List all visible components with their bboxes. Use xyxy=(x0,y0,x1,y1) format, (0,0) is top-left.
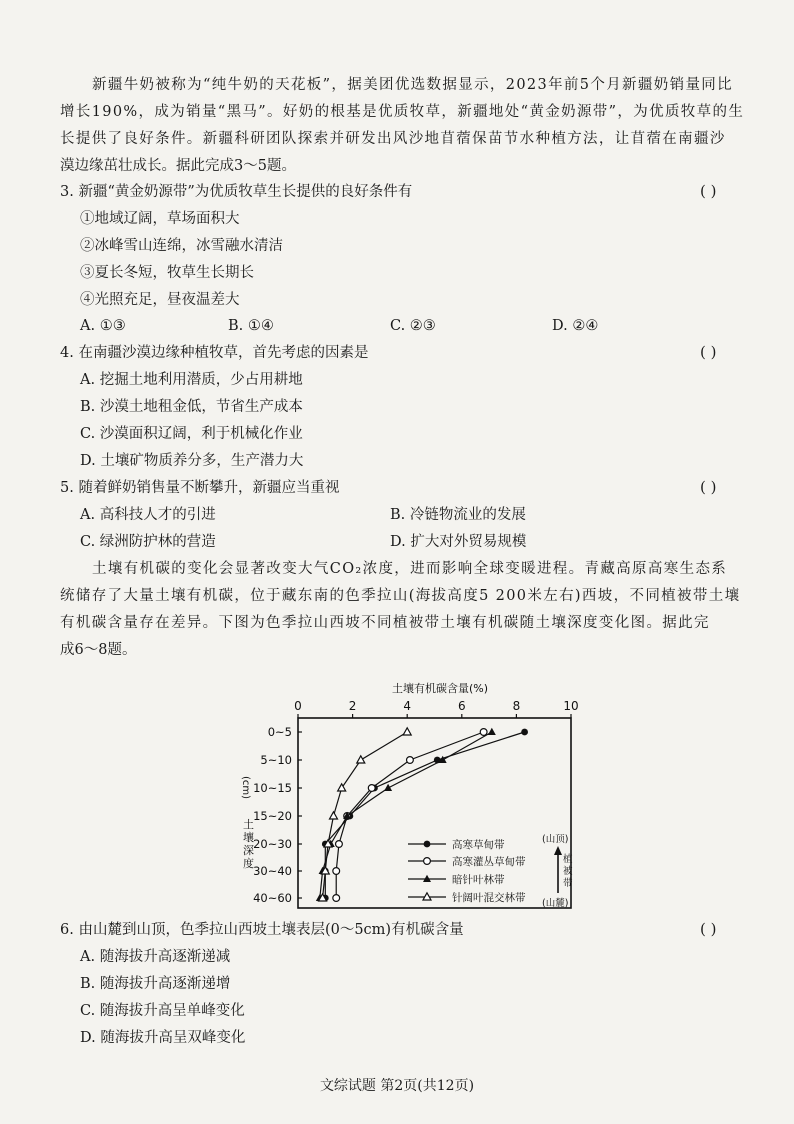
data-point xyxy=(319,894,327,901)
series-layer xyxy=(316,728,528,902)
data-point xyxy=(329,812,337,819)
data-point xyxy=(343,812,351,819)
data-point xyxy=(321,867,329,874)
y-axis xyxy=(253,725,302,905)
legend-arrow-label-char: 带 xyxy=(563,878,573,889)
q3-option-b: B. ①④ xyxy=(228,318,274,334)
intro1-line-4: 漠边缘茁壮成长。据此完成3～5题。 xyxy=(60,158,296,174)
q4-stem: 4. 在南疆沙漠边缘种植牧草，首先考虑的因素是 xyxy=(60,345,369,361)
data-point xyxy=(423,875,431,882)
data-point xyxy=(338,784,346,791)
data-point xyxy=(319,867,327,874)
data-point xyxy=(316,894,324,901)
intro1-line-2: 增长190%，成为销量“黑马”。好奶的根基是优质牧草，新疆地处“黄金奶源带”，为优质牧草的生 xyxy=(60,104,745,120)
series-line xyxy=(320,732,492,898)
q3-item-4: ④光照充足，昼夜温差大 xyxy=(80,292,240,308)
page-footer: 文综试题 第2页(共12页) xyxy=(319,1078,475,1094)
series-line xyxy=(323,732,408,898)
x-tick-label: 8 xyxy=(512,699,521,713)
data-point xyxy=(322,841,329,848)
y-axis-label-char: 土 xyxy=(243,818,254,831)
y-tick-label: 20~30 xyxy=(253,837,292,851)
data-point xyxy=(521,729,528,736)
intro2-line-1: 土壤有机碳的变化会显著改变大气CO₂浓度，进而影响全球变暖进程。青藏高原高寒生态系 xyxy=(92,561,728,577)
data-point xyxy=(424,841,431,848)
intro2-line-3: 有机碳含量存在差异。下图为色季拉山西坡不同植被带土壤有机碳随土壤深度变化图。据此完 xyxy=(60,615,710,631)
legend-label: 针阔叶混交林带 xyxy=(452,892,526,904)
y-axis-unit: (cm) xyxy=(240,776,251,800)
q4-option-b: B. 沙漠土地租金低，节省生产成本 xyxy=(80,399,303,415)
data-point xyxy=(384,784,392,791)
data-point xyxy=(336,841,343,848)
data-point xyxy=(327,840,335,847)
q4-answer-paren: ( ) xyxy=(700,343,717,361)
q5-option-a: A. 高科技人才的引进 xyxy=(80,507,216,523)
q6-option-b: B. 随海拔升高逐渐递增 xyxy=(80,976,231,992)
data-point xyxy=(322,895,329,902)
q3-stem: 3. 新疆“黄金奶源带”为优质牧草生长提供的良好条件有 xyxy=(60,184,413,200)
legend-arrow-label xyxy=(563,853,573,889)
q3-option-a: A. ①③ xyxy=(80,318,126,334)
data-point xyxy=(407,757,414,764)
q5-stem: 5. 随着鲜奶销售量不断攀升，新疆应当重视 xyxy=(60,480,340,496)
legend-label: 暗针叶林带 xyxy=(452,874,505,886)
x-tick-label: 6 xyxy=(457,699,466,713)
data-point xyxy=(324,840,332,847)
q3-option-c: C. ②③ xyxy=(390,318,436,334)
data-point xyxy=(346,813,353,820)
y-tick-label: 15~20 xyxy=(253,809,292,823)
q6-answer-paren: ( ) xyxy=(700,920,717,938)
chart-title: 土壤有机碳含量(%) xyxy=(391,682,489,695)
q3-option-d: D. ②④ xyxy=(552,318,599,334)
legend-label: 高寒草甸带 xyxy=(452,839,505,851)
plot-frame xyxy=(298,718,571,908)
q4-option-c: C. 沙漠面积辽阔，利于机械化作业 xyxy=(80,426,303,442)
y-tick-label: 40~60 xyxy=(253,891,292,905)
data-point xyxy=(357,756,365,763)
legend-arrow-bottom-label: (山麓) xyxy=(542,898,569,909)
q3-item-2: ②冰峰雪山连绵，冰雪融水清洁 xyxy=(80,238,283,254)
x-tick-label: 10 xyxy=(563,699,579,713)
data-point xyxy=(333,895,340,902)
legend-label: 高寒灌丛草甸带 xyxy=(452,856,526,868)
q3-item-3: ③夏长冬短，牧草生长期长 xyxy=(80,265,254,281)
legend-arrow-head xyxy=(554,846,562,855)
y-axis-label-char: 度 xyxy=(243,857,254,870)
data-point xyxy=(424,858,431,865)
data-point xyxy=(344,813,351,820)
y-axis-label xyxy=(243,817,254,870)
q6-stem: 6. 由山麓到山顶，色季拉山西坡土壤表层(0～5cm)有机碳含量 xyxy=(60,922,464,938)
data-point xyxy=(439,756,447,763)
q5-option-c: C. 绿洲防护林的营造 xyxy=(80,534,216,550)
x-tick-label: 4 xyxy=(403,699,412,713)
data-point xyxy=(322,868,329,875)
y-tick-label: 30~40 xyxy=(253,864,292,878)
q5-option-b: B. 冷链物流业的发展 xyxy=(390,507,526,523)
series-line xyxy=(325,732,524,898)
q4-option-d: D. 土壤矿物质养分多，生产潜力大 xyxy=(80,453,304,469)
q3-item-1: ①地域辽阔，草场面积大 xyxy=(80,211,240,227)
y-tick-label: 0~5 xyxy=(267,725,292,739)
q6-option-c: C. 随海拔升高呈单峰变化 xyxy=(80,1003,245,1019)
q3-answer-paren: ( ) xyxy=(700,182,717,200)
legend-arrow-label-char: 被 xyxy=(563,866,573,877)
q5-option-d: D. 扩大对外贸易规模 xyxy=(390,534,527,550)
x-axis xyxy=(294,699,578,718)
data-point xyxy=(423,893,431,900)
intro1-line-3: 长提供了良好条件。新疆科研团队探索并研发出风沙地苜蓿保苗节水种植方法，让苜蓿在南疆沙 xyxy=(60,131,726,147)
data-point xyxy=(403,728,411,735)
q6-option-a: A. 随海拔升高逐渐递减 xyxy=(80,949,231,965)
x-tick-label: 0 xyxy=(294,699,302,713)
series-line xyxy=(336,732,483,898)
legend xyxy=(408,833,573,909)
data-point xyxy=(488,728,496,735)
q4-option-a: A. 挖掘土地利用潜质，少占用耕地 xyxy=(80,372,303,388)
data-point xyxy=(434,757,441,764)
q5-answer-paren: ( ) xyxy=(700,478,717,496)
intro2-line-2: 统储存了大量土壤有机碳，位于藏东南的色季拉山(海拔高度5 200米左右)西坡，不同植被带土壤 xyxy=(60,588,741,604)
data-point xyxy=(333,868,340,875)
y-axis-label-char: 壤 xyxy=(243,831,254,844)
y-axis-label-char: 深 xyxy=(243,844,254,857)
data-point xyxy=(368,785,375,792)
q6-option-d: D. 随海拔升高呈双峰变化 xyxy=(80,1030,246,1046)
x-tick-label: 2 xyxy=(348,699,357,713)
legend-arrow-label-char: 植 xyxy=(563,854,573,865)
intro1-line-1: 新疆牛奶被称为“纯牛奶的天花板”，据美团优选数据显示，2023年前5个月新疆奶销量同比 xyxy=(92,77,733,93)
y-tick-label: 10~15 xyxy=(253,781,292,795)
y-tick-label: 5~10 xyxy=(260,753,292,767)
data-point xyxy=(371,785,378,792)
intro2-line-4: 成6～8题。 xyxy=(60,642,137,658)
data-point xyxy=(480,729,487,736)
legend-arrow-top-label: (山顶) xyxy=(542,834,569,845)
